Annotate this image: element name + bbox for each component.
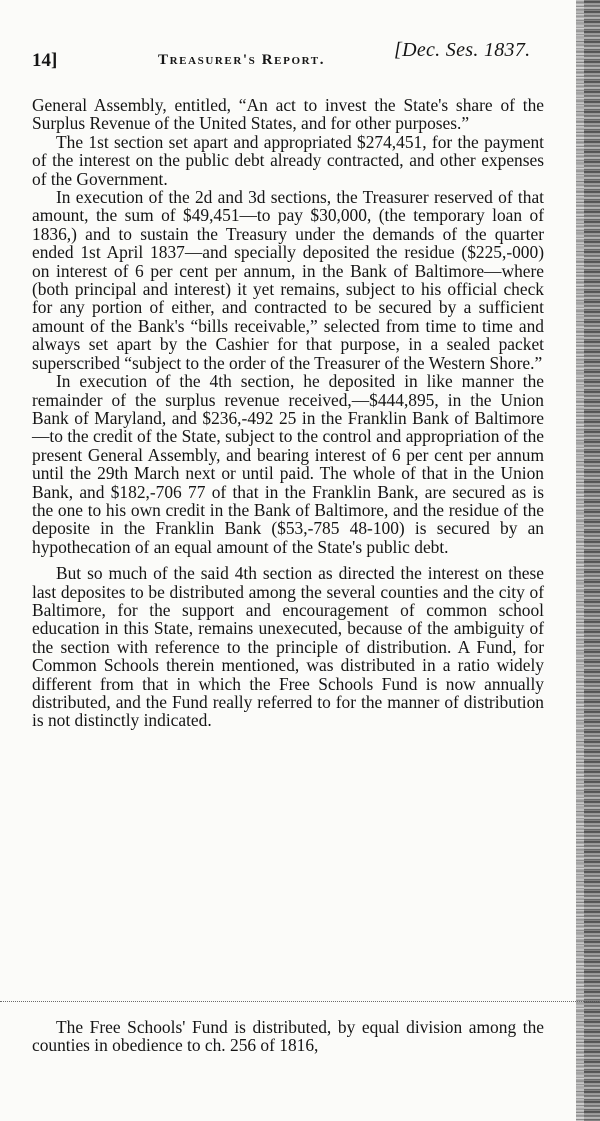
paragraph-continued: General Assembly, entitled, “An act to invest the State's share of the Surplus Revenue of the United States, and for other purposes.” — [32, 95, 544, 134]
running-title: Treasurer's Report. — [158, 52, 326, 68]
report-body — [32, 96, 544, 730]
report-body-continued — [32, 1018, 544, 1055]
page-header — [32, 38, 536, 71]
page-binding-edge — [576, 0, 600, 1121]
paragraph-second-third-sections: In execution of the 2d and 3d sections, the Treasurer reserved of that amount, the sum of $49,451—to pay $30,000, (the temporary loan of 1836,) and to sustain the Treasury under the demands of the quarter ended 1st April 1837—and specially deposited the residue ($225,-000) on interest of 6 per cent per annum, in the Bank of Baltimore—where (both principal and interest) it yet remains, subject to his official check for any portion of either, and contracted to be secured by a sufficient amount of the Bank's “bills receivable,” selected from time to time and always set apart by the Cashier for that purpose, in a sealed packet superscribed “subject to the order of the Treasurer of the Western Shore.” — [32, 187, 544, 373]
paragraph-school-distribution: But so much of the said 4th section as directed the interest on these last deposites to be distributed among the several counties and the city of Baltimore, for the support and encouragement of common school education in this State, remains unexecuted, because of the ambiguity of the section with reference to the principle of distribution. A Fund, for Common Schools therein mentioned, was distributed in a ratio widely different from that in which the Free Schools Fund is now annually distributed, and the Fund really referred to for the manner of distribution is not distinctly indicated. — [32, 563, 544, 731]
page-number: 14] — [32, 50, 58, 71]
paragraph-free-schools-fund: The Free Schools' Fund is distributed, by equal division among the counties in obedience to ch. 256 of 1816, — [32, 1017, 544, 1056]
page-fold-line — [0, 1001, 600, 1002]
session-label: [Dec. Ses. 1837. — [394, 39, 531, 61]
paragraph-first-section: The 1st section set apart and appropriated $274,451, for the payment of the interest on the public debt already contracted, and other expenses of the Government. — [32, 131, 544, 189]
paragraph-fourth-section: In execution of the 4th section, he deposited in like manner the remainder of the surplus revenue received,—$444,895, in the Union Bank of Maryland, and $236,-492 25 in the Franklin Bank of Baltimore—to the credit of the State, subject to the control and appropriation of the present General Assembly, and bearing interest of 6 per cent per annum until the 29th March next or until paid. The whole of that in the Union Bank, and $182,-706 77 of that in the Franklin Bank, are secured as is the one to his own credit in the Bank of Baltimore, and the residue of the deposite in the Franklin Bank ($53,-785 48-100) is secured by an hypothecation of an equal amount of the State's public debt. — [32, 371, 544, 557]
